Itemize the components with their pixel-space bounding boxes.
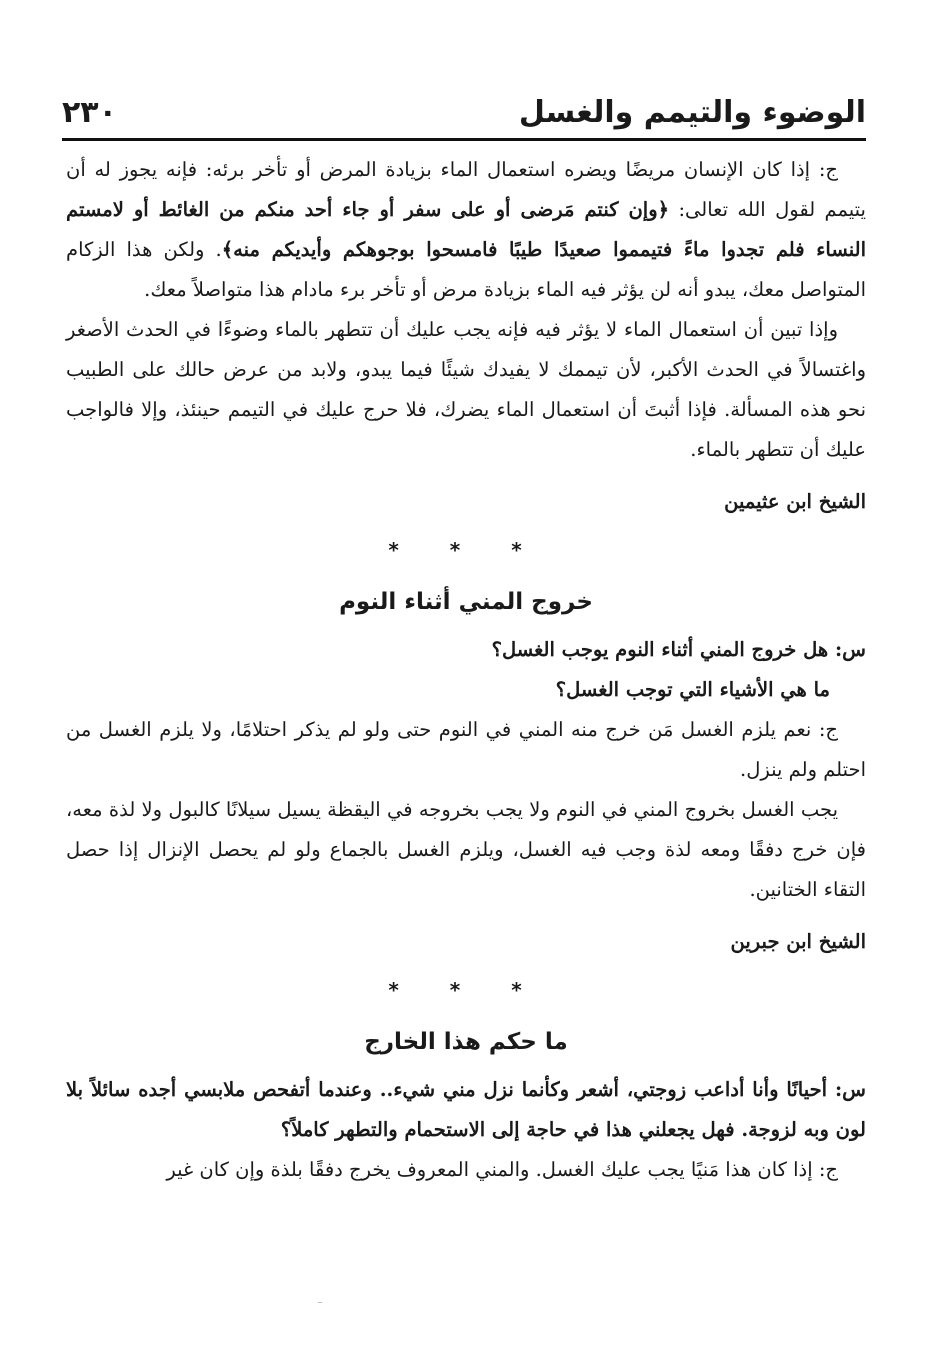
- section-title: خروج المني أثناء النوم: [339, 589, 593, 615]
- answer-paragraph: [66, 150, 866, 310]
- answer-paragraph: ج: نعم يلزم الغسل مَن خرج منه المني في النوم حتى ولو لم يذكر احتلامًا، ولا يلزم الغسل من احتلم ولم ينزل.: [66, 718, 866, 781]
- scholar-signature: الشيخ ابن عثيمين: [724, 490, 866, 513]
- page-body: [66, 150, 866, 1190]
- page-number: ٢٣٠: [62, 95, 117, 130]
- running-title: الوضوء والتيمم والغسل: [518, 95, 866, 130]
- page-header: [62, 92, 866, 134]
- header-rule: [62, 138, 866, 141]
- question-text-line2: ما هي الأشياء التي توجب الغسل؟: [555, 678, 830, 701]
- scholar-signature: الشيخ ابن جبرين: [730, 930, 866, 953]
- scan-speck: [318, 1302, 322, 1303]
- answer-text: ج: إذا كان الإنسان مريضًا ويضره استعمال الماء بزيادة المرض أو تأخر برئه: فإنه يجوز له أن يتيمم لقول الله تعالى:: [66, 158, 866, 221]
- answer-paragraph-2: وإذا تبين أن استعمال الماء لا يؤثر فيه فإنه يجب عليك أن تتطهر بالماء وضوءًا في الحدث الأصغر واغتسالاً في الحدث الأكبر، لأن تيممك لا يفيدك شيئًا فيما يبدو، ولابد من عرض حالك على الطبيب نحو هذه المسألة. فإذا أثبتَ أن استعمال الماء يضرك، فلا حرج عليك في التيمم حينئذ، وإلا فالواجب عليك أن تتطهر بالماء.: [66, 318, 866, 461]
- section-separator: * * *: [388, 978, 544, 1002]
- answer-text-continued: . ولكن هذا الزكام المتواصل معك، يبدو أنه لن يؤثر فيه الماء بزيادة مرض أو تأخر برء مادام هذا متواصلاً معك.: [66, 238, 866, 301]
- answer-paragraph: ج: إذا كان هذا مَنيًا يجب عليك الغسل. والمني المعروف يخرج دفقًا بلذة وإن كان غير: [166, 1158, 838, 1181]
- section-title: ما حكم هذا الخارج: [364, 1029, 568, 1055]
- answer-paragraph-2: يجب الغسل بخروج المني في النوم ولا يجب بخروجه في اليقظة يسيل سيلانًا كالبول ولا لذة معه، فإن خرج دفقًا ومعه لذة وجب فيه الغسل، ويلزم الغسل بالجماع ولو لم يحصل الإنزال إذا حصل التقاء الختانين.: [66, 798, 866, 901]
- question-text: س: أحيانًا وأنا أداعب زوجتي، أشعر وكأنما نزل مني شيء.. وعندما أتفحص ملابسي أجده سائلاً بلا لون وبه لزوجة. فهل يجعلني هذا في حاجة إلى الاستحمام والتطهر كاملاً؟: [66, 1078, 866, 1141]
- section-separator: * * *: [388, 538, 544, 562]
- question-text: س: هل خروج المني أثناء النوم يوجب الغسل؟: [491, 638, 866, 661]
- quran-verse: ﴿وإن كنتم مَرضى أو على سفر أو جاء أحد منكم من الغائط أو لامستم النساء فلم تجدوا ماءً فتيمموا صعيدًا طيبًا فامسحوا بوجوهكم وأيديكم منه﴾: [66, 198, 866, 261]
